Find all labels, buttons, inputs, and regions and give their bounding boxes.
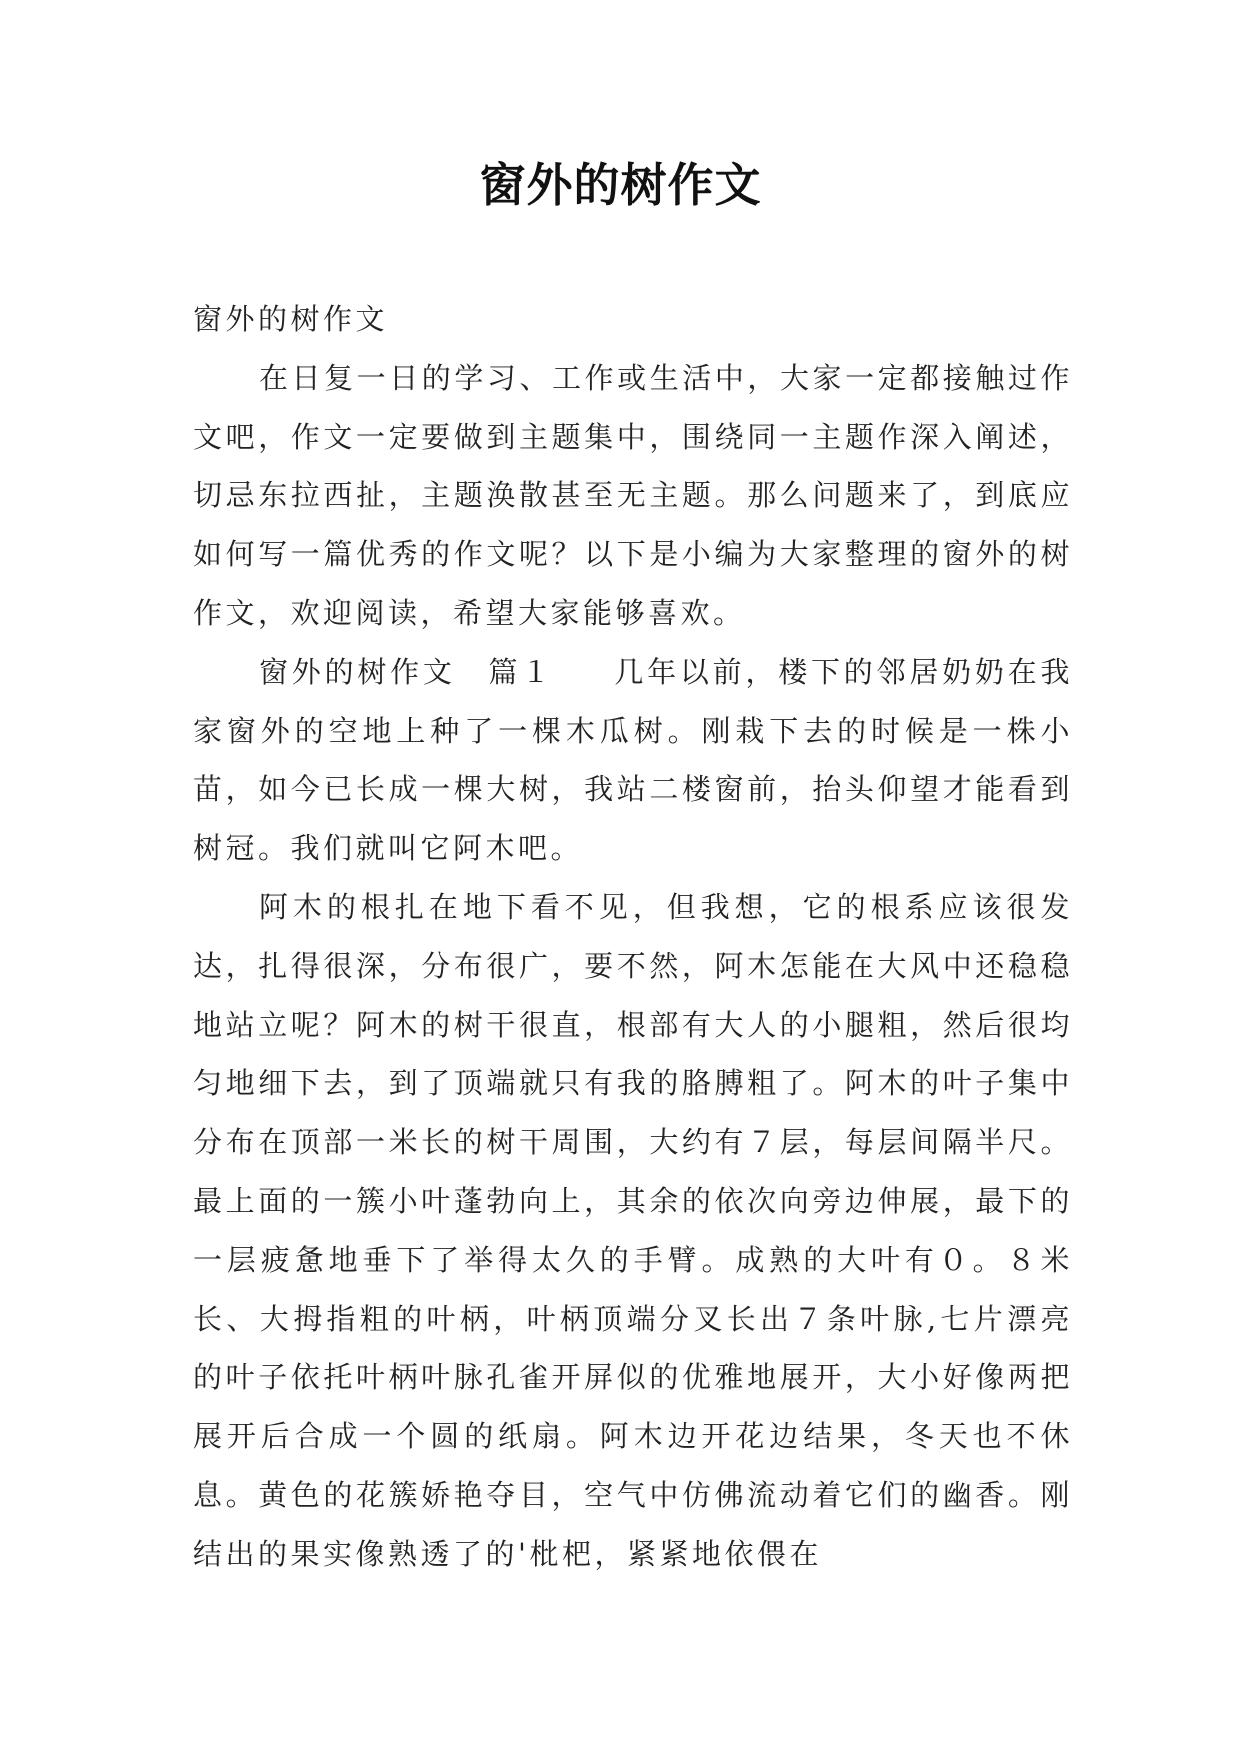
section-1-paragraph xyxy=(193,643,1073,878)
section-1-text: 几年以前，楼下的邻居奶奶在我家窗外的空地上种了一棵木瓜树。刚栽下去的时候是一株小苗，如今已长成一棵大树，我站二楼窗前，抬头仰望才能看到树冠。我们就叫它阿木吧。 xyxy=(193,654,1073,866)
section-1-heading: 窗外的树作文 篇１ xyxy=(259,654,555,689)
subtitle-line: 窗外的树作文 xyxy=(193,302,389,336)
page-title: 窗外的树作文 xyxy=(479,158,762,212)
description-paragraph: 阿木的根扎在地下看不见，但我想，它的根系应该很发达，扎得很深，分布很广，要不然，阿木怎能在大风中还稳稳地站立呢？阿木的树干很直，根部有大人的小腿粗，然后很均匀地细下去，到了顶端就只有我的胳膊粗了。阿木的叶子集中分布在顶部一米长的树干周围，大约有７层，每层间隔半尺。最上面的一簇小叶蓬勃向上，其余的依次向旁边伸展，最下的一层疲惫地垂下了举得太久的手臂。成熟的大叶有０。８米长、大拇指粗的叶柄，叶柄顶端分叉长出７条叶脉,七片漂亮的叶子依托叶柄叶脉孔雀开屏似的优雅地展开，大小好像两把展开后合成一个圆的纸扇。阿木边开花边结果，冬天也不休息。黄色的花簇娇艳夺目，空气中仿佛流动着它们的幽香。刚结出的果实像熟透了的'枇杷，紧紧地依偎在 xyxy=(193,889,1073,1571)
document-body xyxy=(193,290,1073,1584)
intro-paragraph: 在日复一日的学习、工作或生活中，大家一定都接触过作文吧，作文一定要做到主题集中，围绕同一主题作深入阐述，切忌东拉西扯，主题涣散甚至无主题。那么问题来了，到底应如何写一篇优秀的作文呢？以下是小编为大家整理的窗外的树作文，欢迎阅读，希望大家能够喜欢。 xyxy=(193,360,1073,630)
